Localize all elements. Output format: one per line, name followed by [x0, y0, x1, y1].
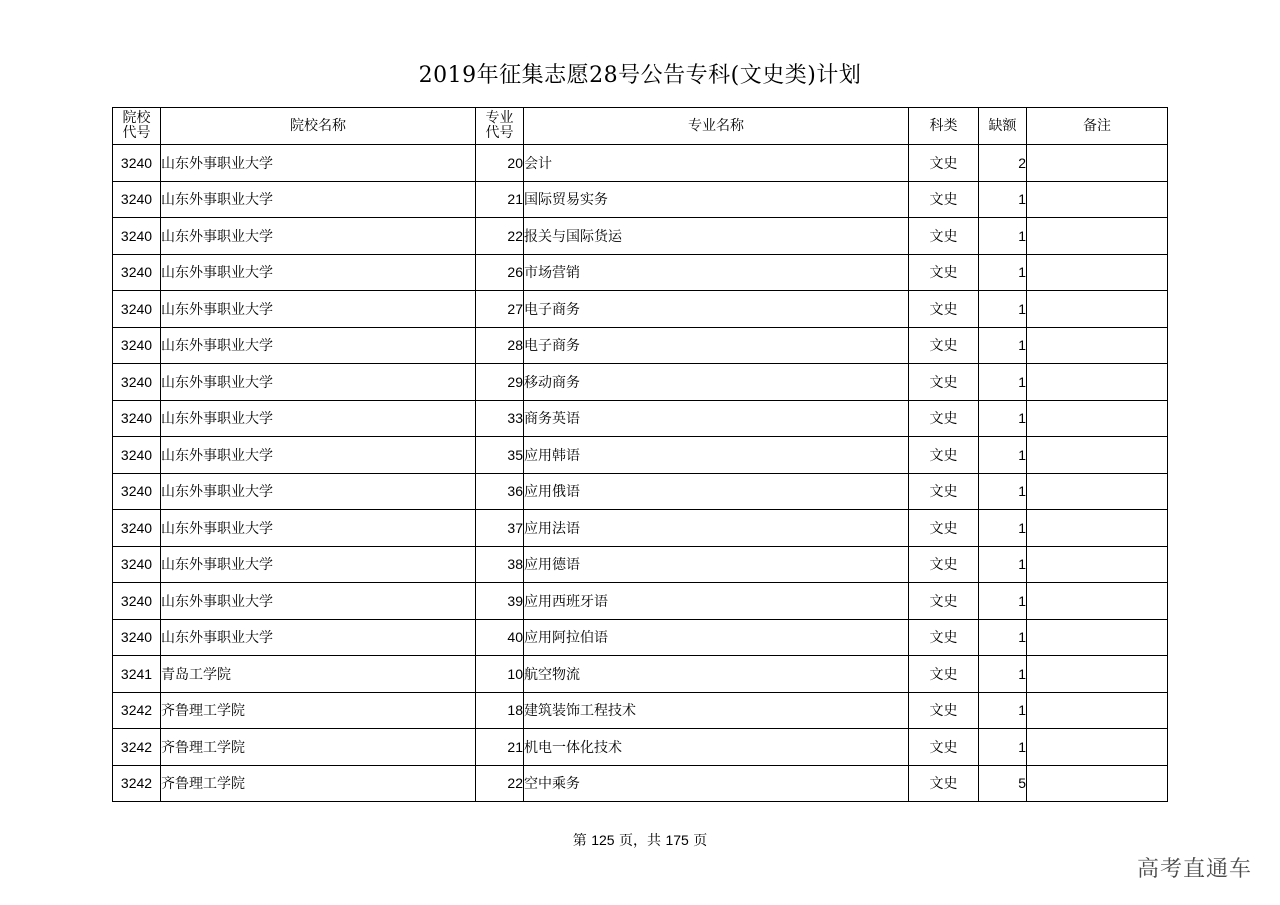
cell-major-name: 会计 [524, 145, 909, 182]
cell-quota: 1 [979, 437, 1027, 474]
page-footer [0, 830, 1280, 850]
table-row [113, 145, 1168, 182]
cell-school-code: 3240 [113, 218, 161, 255]
cell-school-code: 3242 [113, 692, 161, 729]
cell-major-code: 37 [476, 510, 524, 547]
cell-major-name: 市场营销 [524, 254, 909, 291]
cell-school-name: 山东外事职业大学 [161, 619, 476, 656]
cell-major-code: 22 [476, 218, 524, 255]
cell-school-name: 青岛工学院 [161, 656, 476, 693]
table-row [113, 765, 1168, 802]
cell-school-name: 山东外事职业大学 [161, 583, 476, 620]
footer-prefix: 第 [572, 833, 587, 849]
cell-school-name: 山东外事职业大学 [161, 327, 476, 364]
table-row [113, 473, 1168, 510]
table-row [113, 619, 1168, 656]
cell-school-name: 山东外事职业大学 [161, 364, 476, 401]
cell-school-code: 3242 [113, 765, 161, 802]
cell-school-code: 3240 [113, 364, 161, 401]
cell-major-code: 39 [476, 583, 524, 620]
cell-note [1027, 254, 1168, 291]
cell-major-name: 航空物流 [524, 656, 909, 693]
cell-major-code: 21 [476, 181, 524, 218]
cell-category: 文史 [909, 510, 979, 547]
cell-school-code: 3242 [113, 729, 161, 766]
cell-school-name: 齐鲁理工学院 [161, 729, 476, 766]
cell-major-code: 36 [476, 473, 524, 510]
header-note: 备注 [1027, 108, 1168, 145]
header-major-name: 专业名称 [524, 108, 909, 145]
cell-note [1027, 218, 1168, 255]
cell-school-name: 山东外事职业大学 [161, 437, 476, 474]
cell-quota: 1 [979, 364, 1027, 401]
cell-category: 文史 [909, 291, 979, 328]
cell-note [1027, 510, 1168, 547]
cell-major-name: 电子商务 [524, 327, 909, 364]
cell-school-name: 山东外事职业大学 [161, 181, 476, 218]
cell-quota: 5 [979, 765, 1027, 802]
header-school-code-line1: 院校 [122, 110, 151, 126]
cell-note [1027, 729, 1168, 766]
cell-note [1027, 400, 1168, 437]
cell-school-code: 3240 [113, 327, 161, 364]
cell-school-code: 3240 [113, 583, 161, 620]
cell-note [1027, 145, 1168, 182]
cell-major-code: 40 [476, 619, 524, 656]
cell-category: 文史 [909, 218, 979, 255]
cell-category: 文史 [909, 364, 979, 401]
table-body [113, 145, 1168, 802]
cell-school-name: 山东外事职业大学 [161, 400, 476, 437]
cell-major-code: 21 [476, 729, 524, 766]
cell-school-code: 3240 [113, 181, 161, 218]
cell-school-code: 3240 [113, 145, 161, 182]
cell-major-code: 29 [476, 364, 524, 401]
cell-category: 文史 [909, 400, 979, 437]
cell-school-code: 3241 [113, 656, 161, 693]
cell-quota: 1 [979, 510, 1027, 547]
cell-category: 文史 [909, 437, 979, 474]
cell-quota: 1 [979, 583, 1027, 620]
cell-school-code: 3240 [113, 291, 161, 328]
cell-school-code: 3240 [113, 400, 161, 437]
cell-quota: 1 [979, 692, 1027, 729]
cell-note [1027, 583, 1168, 620]
cell-school-name: 山东外事职业大学 [161, 510, 476, 547]
cell-category: 文史 [909, 327, 979, 364]
table-row [113, 181, 1168, 218]
cell-school-code: 3240 [113, 510, 161, 547]
cell-major-code: 28 [476, 327, 524, 364]
cell-major-code: 18 [476, 692, 524, 729]
header-quota: 缺额 [979, 108, 1027, 145]
cell-major-code: 26 [476, 254, 524, 291]
cell-school-code: 3240 [113, 546, 161, 583]
header-category: 科类 [909, 108, 979, 145]
cell-school-name: 齐鲁理工学院 [161, 765, 476, 802]
cell-note [1027, 765, 1168, 802]
watermark: 高考直通车 [1136, 857, 1252, 882]
cell-major-name: 应用俄语 [524, 473, 909, 510]
footer-total-pages: 175 [665, 832, 689, 848]
table-row [113, 583, 1168, 620]
table-row [113, 510, 1168, 547]
cell-school-code: 3240 [113, 473, 161, 510]
footer-middle: 页，共 [619, 833, 661, 849]
table-row [113, 729, 1168, 766]
cell-category: 文史 [909, 765, 979, 802]
cell-major-name: 应用韩语 [524, 437, 909, 474]
table-row [113, 254, 1168, 291]
cell-note [1027, 327, 1168, 364]
cell-quota: 1 [979, 181, 1027, 218]
cell-quota: 2 [979, 145, 1027, 182]
footer-page-number: 125 [591, 832, 615, 848]
table-row [113, 327, 1168, 364]
cell-note [1027, 181, 1168, 218]
cell-major-code: 33 [476, 400, 524, 437]
header-school-code [113, 108, 161, 145]
cell-school-code: 3240 [113, 437, 161, 474]
cell-note [1027, 473, 1168, 510]
plan-table [112, 107, 1168, 802]
cell-category: 文史 [909, 583, 979, 620]
cell-school-name: 山东外事职业大学 [161, 145, 476, 182]
cell-school-name: 齐鲁理工学院 [161, 692, 476, 729]
cell-major-code: 22 [476, 765, 524, 802]
cell-note [1027, 656, 1168, 693]
cell-quota: 1 [979, 327, 1027, 364]
cell-category: 文史 [909, 181, 979, 218]
cell-school-code: 3240 [113, 254, 161, 291]
cell-quota: 1 [979, 218, 1027, 255]
cell-major-name: 移动商务 [524, 364, 909, 401]
cell-major-name: 商务英语 [524, 400, 909, 437]
cell-quota: 1 [979, 291, 1027, 328]
table-row [113, 291, 1168, 328]
cell-major-code: 10 [476, 656, 524, 693]
cell-category: 文史 [909, 656, 979, 693]
table-header-row [113, 108, 1168, 145]
cell-quota: 1 [979, 656, 1027, 693]
cell-major-code: 27 [476, 291, 524, 328]
cell-major-code: 20 [476, 145, 524, 182]
cell-category: 文史 [909, 692, 979, 729]
cell-quota: 1 [979, 546, 1027, 583]
cell-major-name: 报关与国际货运 [524, 218, 909, 255]
table-row [113, 400, 1168, 437]
cell-major-name: 电子商务 [524, 291, 909, 328]
cell-note [1027, 692, 1168, 729]
cell-note [1027, 364, 1168, 401]
cell-category: 文史 [909, 729, 979, 766]
cell-note [1027, 619, 1168, 656]
cell-school-name: 山东外事职业大学 [161, 473, 476, 510]
cell-major-name: 应用西班牙语 [524, 583, 909, 620]
table-row [113, 692, 1168, 729]
cell-category: 文史 [909, 619, 979, 656]
cell-category: 文史 [909, 254, 979, 291]
cell-major-name: 应用法语 [524, 510, 909, 547]
cell-category: 文史 [909, 546, 979, 583]
cell-school-name: 山东外事职业大学 [161, 291, 476, 328]
cell-quota: 1 [979, 400, 1027, 437]
table-row [113, 437, 1168, 474]
page-title: 2019年征集志愿28号公告专科(文史类)计划 [418, 63, 862, 88]
header-major-code-line2: 代号 [485, 125, 514, 141]
cell-school-name: 山东外事职业大学 [161, 546, 476, 583]
table-row [113, 546, 1168, 583]
cell-category: 文史 [909, 145, 979, 182]
cell-major-name: 应用阿拉伯语 [524, 619, 909, 656]
cell-quota: 1 [979, 729, 1027, 766]
cell-major-code: 38 [476, 546, 524, 583]
table-row [113, 364, 1168, 401]
header-school-name: 院校名称 [161, 108, 476, 145]
cell-major-name: 机电一体化技术 [524, 729, 909, 766]
cell-major-name: 应用德语 [524, 546, 909, 583]
cell-note [1027, 437, 1168, 474]
header-major-code-line1: 专业 [485, 110, 514, 126]
cell-major-name: 建筑装饰工程技术 [524, 692, 909, 729]
cell-school-code: 3240 [113, 619, 161, 656]
cell-note [1027, 291, 1168, 328]
table-row [113, 218, 1168, 255]
cell-quota: 1 [979, 254, 1027, 291]
cell-quota: 1 [979, 473, 1027, 510]
cell-school-name: 山东外事职业大学 [161, 254, 476, 291]
cell-major-name: 空中乘务 [524, 765, 909, 802]
cell-category: 文史 [909, 473, 979, 510]
cell-major-name: 国际贸易实务 [524, 181, 909, 218]
header-major-code [476, 108, 524, 145]
header-school-code-line2: 代号 [122, 125, 151, 141]
cell-quota: 1 [979, 619, 1027, 656]
table-row [113, 656, 1168, 693]
cell-school-name: 山东外事职业大学 [161, 218, 476, 255]
footer-suffix: 页 [693, 833, 708, 849]
cell-note [1027, 546, 1168, 583]
cell-major-code: 35 [476, 437, 524, 474]
